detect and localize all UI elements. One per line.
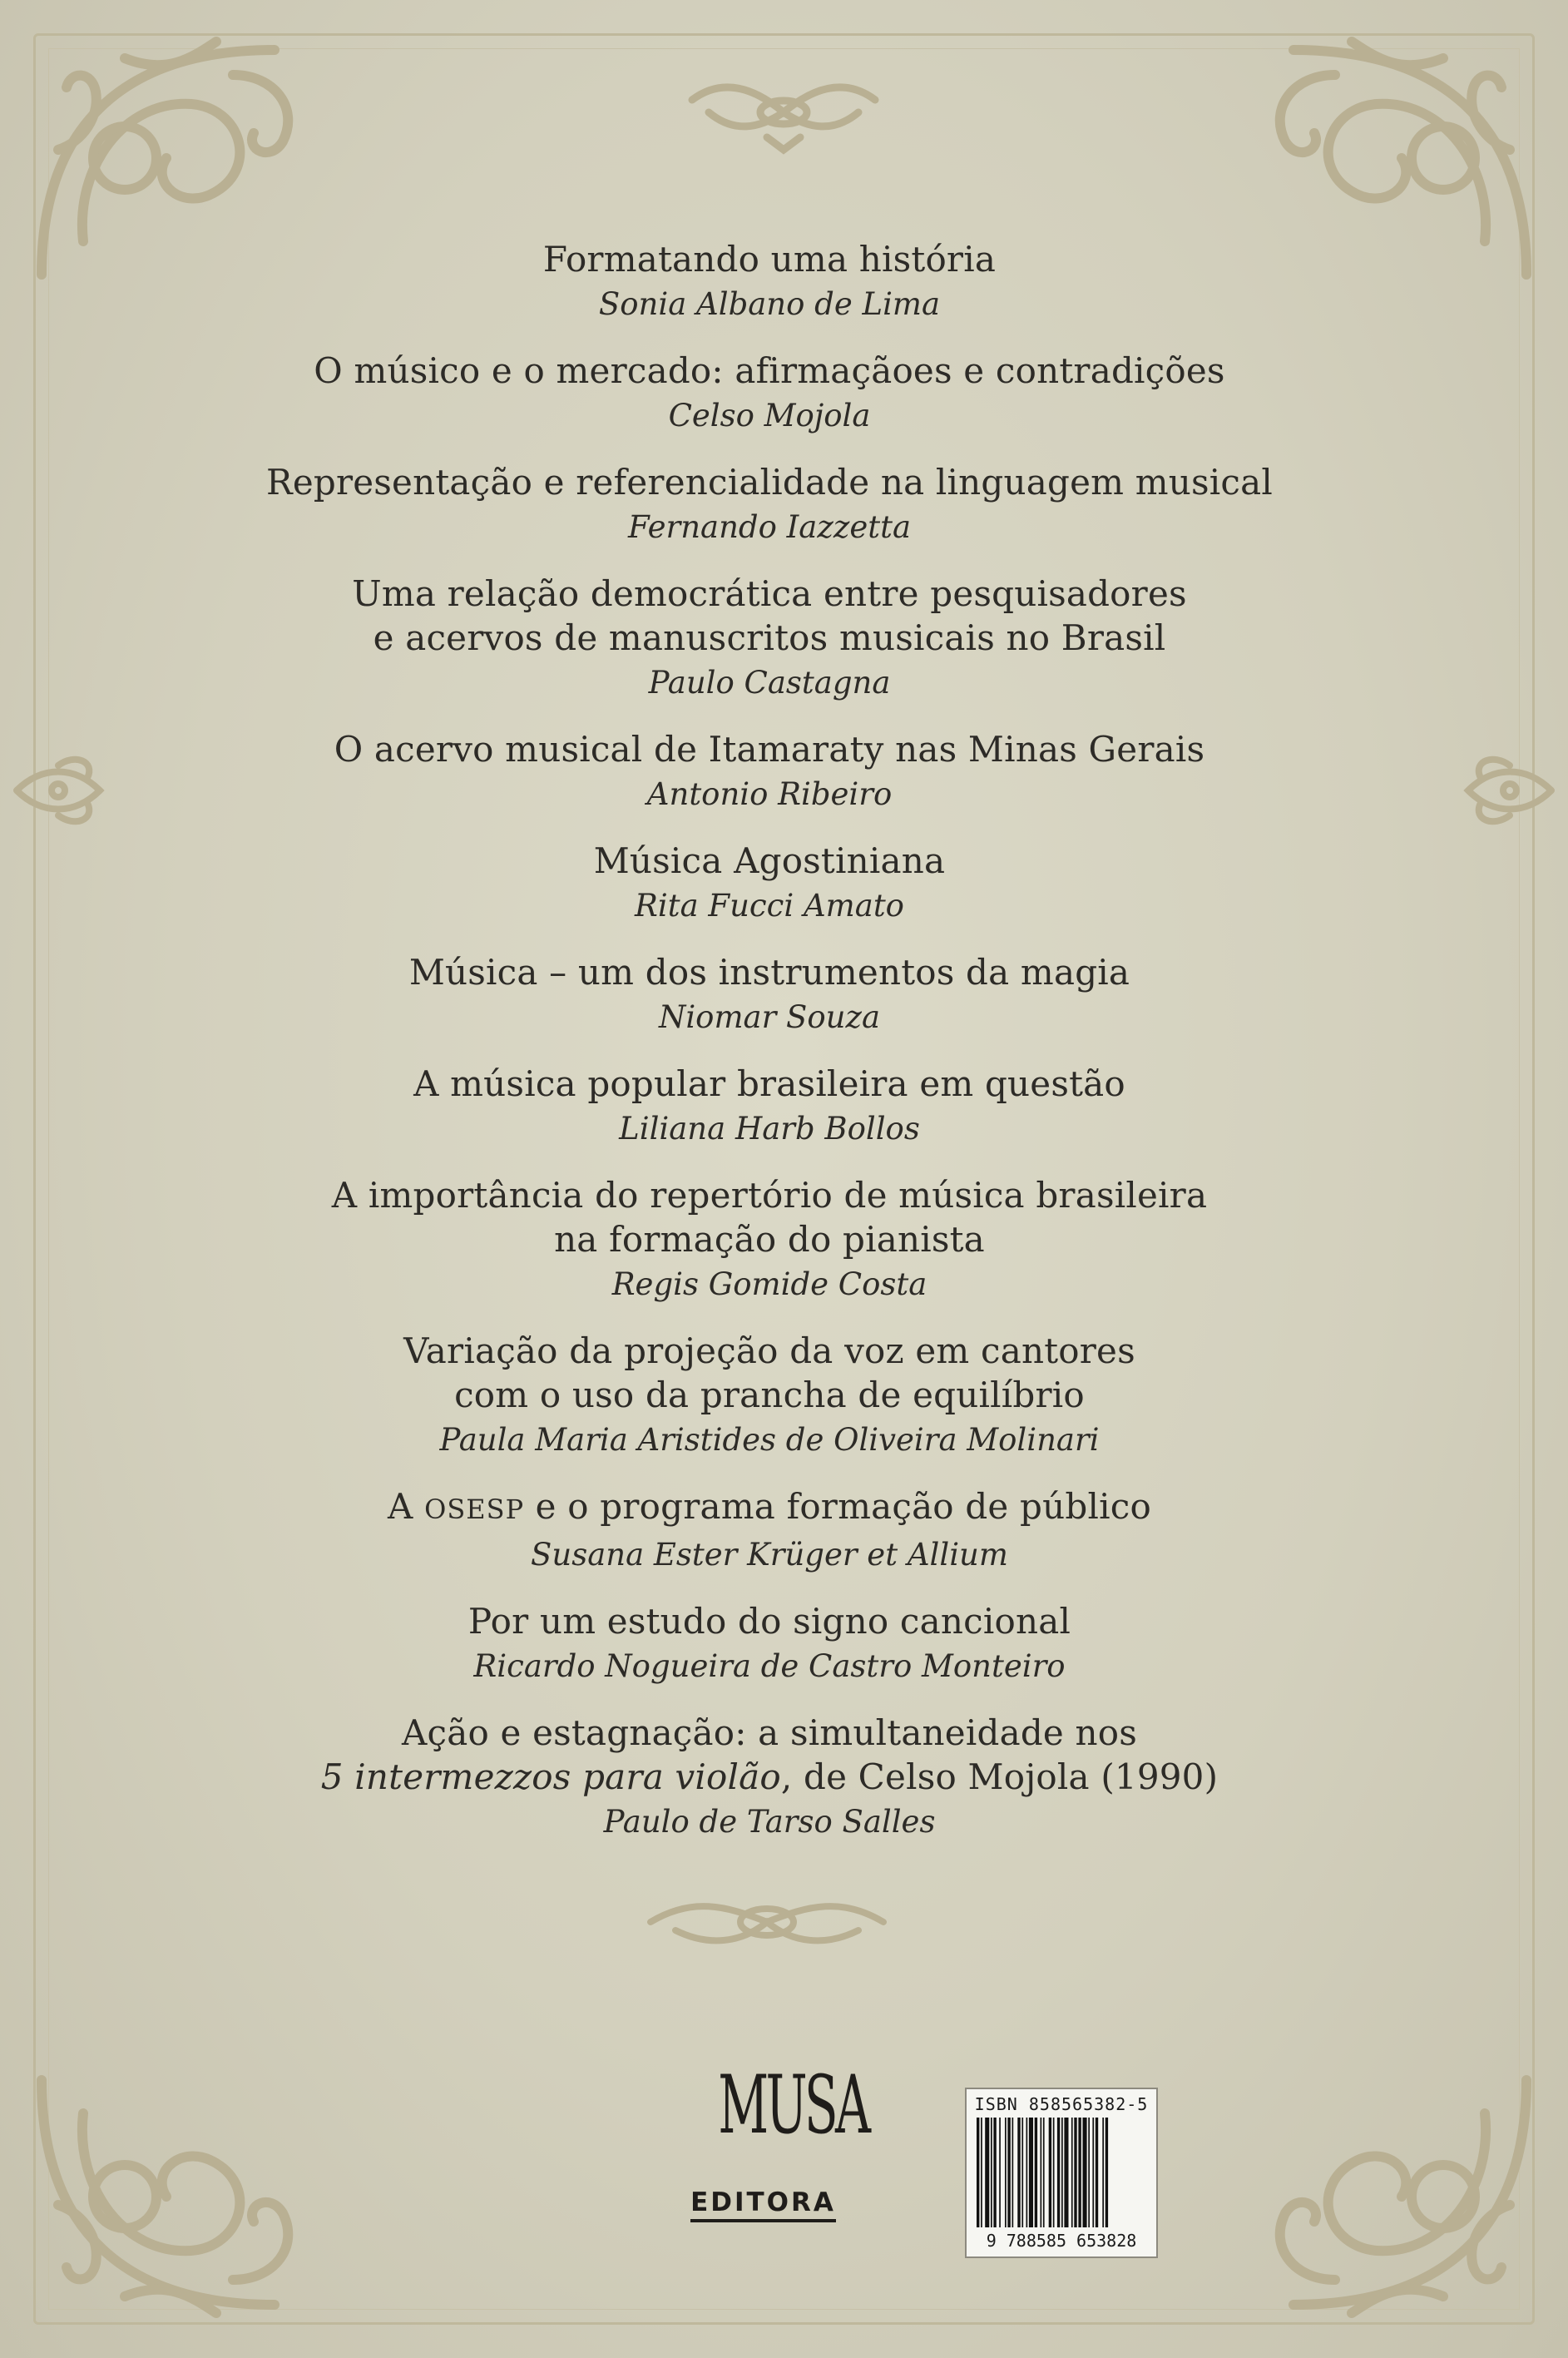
barcode-bar <box>1035 2118 1037 2227</box>
chapter-author: Ricardo Nogueira de Castro Monteiro <box>473 1648 1066 1684</box>
barcode-bar <box>1064 2118 1068 2227</box>
chapter-title: Música Agostiniana <box>593 840 946 881</box>
chapter-title: Representação e referencialidade na linguagem musical <box>266 462 1273 503</box>
corner-flourish-icon <box>25 2055 324 2330</box>
toc-entry <box>208 1599 1331 1689</box>
toc-entry <box>208 1062 1331 1152</box>
publisher-logo <box>690 2051 868 2251</box>
chapter-author: Regis Gomide Costa <box>611 1266 927 1302</box>
chapter-title-line: Variação da projeção da voz em cantores <box>403 1330 1135 1371</box>
barcode-bar <box>1017 2118 1020 2227</box>
barcode-bar <box>985 2118 989 2227</box>
chapter-author: Sonia Albano de Lima <box>598 286 941 322</box>
work-title-italic: 5 intermezzos para violão <box>320 1756 781 1797</box>
title-smallcaps: OSESP <box>424 1494 525 1525</box>
chapter-author: Niomar Souza <box>658 999 881 1035</box>
barcode-bar <box>1057 2118 1060 2227</box>
toc-entry <box>208 950 1331 1040</box>
barcode-bar <box>1074 2118 1076 2227</box>
chapter-title: Música – um dos instrumentos da magia <box>408 952 1130 993</box>
chapter-title-line: Ação e estagnação: a simultaneidade nos <box>401 1712 1138 1753</box>
chapter-title: Por um estudo do signo cancional <box>467 1601 1071 1642</box>
toc-entry <box>208 460 1331 550</box>
barcode-bar <box>1005 2118 1007 2227</box>
chapter-title-line <box>208 1755 1331 1799</box>
barcode-bar <box>1106 2118 1108 2227</box>
barcode-bar <box>977 2118 979 2227</box>
chapter-title: A música popular brasileira em questão <box>413 1063 1125 1104</box>
logo-text: EDITORA <box>690 2187 836 2222</box>
toc-entry <box>208 572 1331 706</box>
scroll-ornament-icon <box>675 67 892 158</box>
barcode-bar <box>991 2118 992 2227</box>
barcode-bar <box>1012 2118 1014 2227</box>
chapter-title-line: e acervos de manuscritos musicais no Brasil <box>373 617 1166 658</box>
chapter-author: Liliana Harb Bollos <box>619 1111 920 1147</box>
toc-entry <box>208 1484 1331 1578</box>
chapter-author: Fernando Iazzetta <box>627 509 912 545</box>
barcode-bar <box>1021 2118 1023 2227</box>
toc-entry <box>208 727 1331 817</box>
toc-entry <box>208 1173 1331 1307</box>
chapter-title-line: Uma relação democrática entre pesquisadores <box>352 573 1187 614</box>
logo-mark: MUSA <box>718 2058 868 2152</box>
barcode-bar <box>1049 2118 1051 2227</box>
barcode-bar <box>1092 2118 1094 2227</box>
chapter-author: Rita Fucci Amato <box>635 888 904 924</box>
chapter-author: Celso Mojola <box>668 398 871 433</box>
barcode-bar <box>1102 2118 1104 2227</box>
title-suffix: e o programa formação de público <box>524 1486 1151 1527</box>
chapter-author: Paulo de Tarso Salles <box>603 1804 936 1840</box>
barcode-bar <box>1071 2118 1073 2227</box>
barcode-bar <box>1053 2118 1055 2227</box>
barcode-bar <box>1007 2118 1010 2227</box>
scroll-ornament-icon <box>642 1889 892 1955</box>
barcode-bar <box>1026 2118 1028 2227</box>
chapter-author: Paulo Castagna <box>648 665 891 701</box>
table-of-contents <box>208 237 1331 1866</box>
barcode-bar <box>999 2118 1001 2227</box>
barcode-bar <box>1096 2118 1098 2227</box>
chapter-title: O acervo musical de Itamaraty nas Minas Gerais <box>334 729 1205 770</box>
chapter-author: Paula Maria Aristides de Oliveira Molinari <box>439 1422 1100 1458</box>
toc-entry <box>208 349 1331 438</box>
title-prefix: A <box>388 1486 425 1527</box>
toc-entry <box>208 1711 1331 1845</box>
toc-entry <box>208 839 1331 929</box>
isbn-barcode <box>965 2088 1158 2258</box>
chapter-author: Susana Ester Krüger et Allium <box>531 1537 1008 1573</box>
barcode-bar <box>1061 2118 1063 2227</box>
title-line-rest: , de Celso Mojola (1990) <box>780 1756 1219 1797</box>
toc-entry <box>208 1329 1331 1463</box>
isbn-label: ISBN 858565382-5 <box>974 2094 1149 2114</box>
chapter-title: Formatando uma história <box>542 239 997 280</box>
chapter-title: O músico e o mercado: afirmaçãoes e contradições <box>314 350 1225 391</box>
side-flourish-icon <box>1443 749 1560 832</box>
toc-entry <box>208 237 1331 327</box>
barcode-bar <box>1078 2118 1081 2227</box>
barcode-bar <box>1088 2118 1090 2227</box>
barcode-icon <box>977 2118 1146 2227</box>
side-flourish-icon <box>8 749 125 832</box>
barcode-bar <box>1043 2118 1045 2227</box>
barcode-bar <box>1083 2118 1087 2227</box>
barcode-bar <box>993 2118 996 2227</box>
chapter-title <box>208 1484 1331 1532</box>
chapter-title-line: com o uso da prancha de equilíbrio <box>454 1375 1085 1415</box>
barcode-bar <box>1029 2118 1033 2227</box>
corner-flourish-icon <box>1244 2055 1543 2330</box>
ean-digits: 9 788585 653828 <box>986 2231 1137 2251</box>
chapter-author: Antonio Ribeiro <box>646 776 893 812</box>
chapter-title-line: na formação do pianista <box>554 1219 985 1260</box>
barcode-bar <box>1041 2118 1042 2227</box>
barcode-bar <box>981 2118 982 2227</box>
chapter-title-line: A importância do repertório de música brasileira <box>331 1175 1208 1216</box>
